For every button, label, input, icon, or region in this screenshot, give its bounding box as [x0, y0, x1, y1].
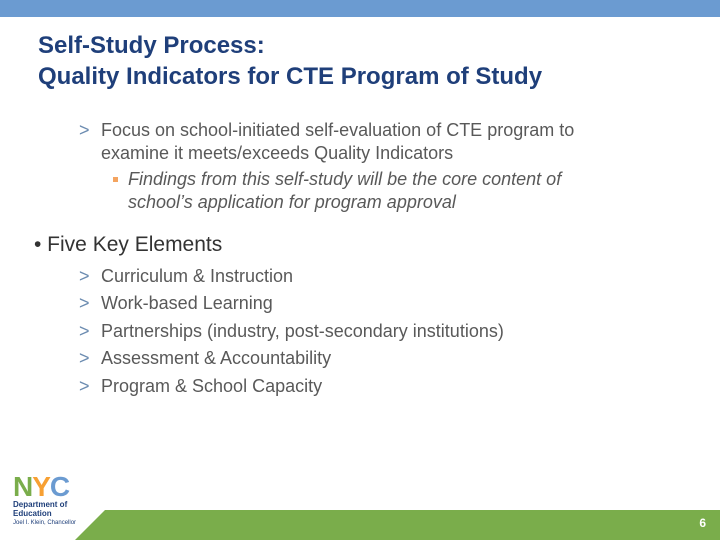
element-item: [79, 265, 294, 288]
element-label: Work-based Learning: [101, 293, 273, 313]
bottom-banner: [0, 510, 720, 540]
findings-line-2: school’s application for program approval: [128, 192, 456, 212]
key-elements-heading: • Five Key Elements: [34, 233, 223, 256]
focus-bullet: [79, 119, 575, 165]
element-label: Program & School Capacity: [101, 376, 323, 396]
chevron-bullet-icon: >: [79, 376, 90, 396]
top-banner: [0, 0, 720, 17]
logo-c: C: [49, 471, 70, 502]
element-label: Curriculum & Instruction: [101, 266, 294, 286]
element-item: [79, 347, 332, 370]
title-line-2: Quality Indicators for CTE Program of Study: [38, 63, 543, 90]
logo-chancellor: Joel I. Klein, Chancellor: [13, 520, 77, 526]
chevron-bullet-icon: >: [79, 321, 90, 341]
element-label: Partnerships (industry, post-secondary institutions): [101, 321, 504, 341]
chevron-bullet-icon: >: [79, 293, 90, 313]
findings-bullet: [128, 168, 561, 214]
logo-dept-1: Department of: [13, 500, 68, 509]
logo-y: Y: [32, 471, 50, 502]
chevron-bullet-icon: >: [79, 120, 90, 140]
logo-n: N: [13, 471, 33, 502]
title-line-1: Self-Study Process:: [38, 32, 265, 59]
focus-line-1: Focus on school-initiated self-evaluation of CTE program to: [101, 120, 575, 140]
chevron-bullet-icon: >: [79, 266, 90, 286]
logo-dept-2: Education: [13, 509, 52, 518]
chevron-bullet-icon: >: [79, 348, 90, 368]
focus-line-2: examine it meets/exceeds Quality Indicators: [101, 143, 454, 163]
findings-line-1: Findings from this self-study will be the core content of: [128, 169, 562, 189]
element-item: [79, 375, 323, 398]
page-number: 6: [699, 516, 706, 530]
element-label: Assessment & Accountability: [101, 348, 332, 368]
element-item: [79, 320, 504, 343]
square-bullet-icon: [113, 177, 118, 182]
slide-title: [38, 30, 542, 92]
element-item: [79, 292, 273, 315]
